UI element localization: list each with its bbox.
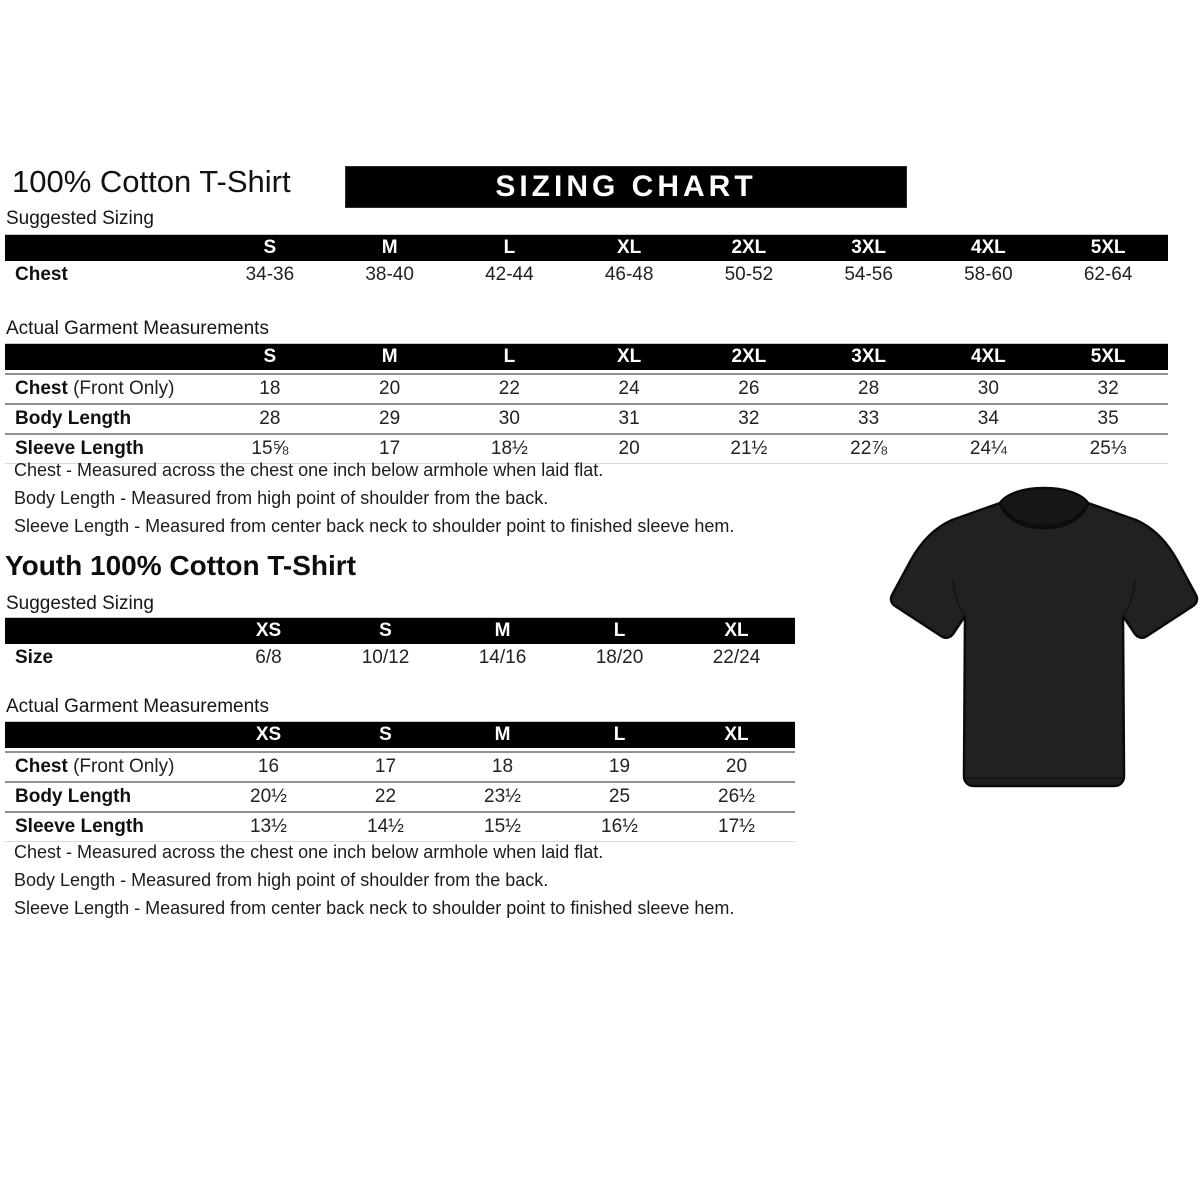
table-row xyxy=(5,781,795,811)
measurement-cell: 33 xyxy=(858,408,880,429)
note-line: Chest - Measured across the chest one inch below armhole when laid flat. xyxy=(14,842,604,862)
youth-actual-measurements-label: Actual Garment Measurements xyxy=(6,696,269,717)
measurement-cell: 18½ xyxy=(490,438,528,459)
measurement-cell: 14/16 xyxy=(478,647,527,668)
adult-actual-measurements-label: Actual Garment Measurements xyxy=(6,318,269,339)
size-column-header: M xyxy=(494,620,511,641)
measurement-cell: 25⅓ xyxy=(1089,438,1127,459)
note-line: Sleeve Length - Measured from center back neck to shoulder point to finished sleeve hem. xyxy=(14,898,735,918)
table-row xyxy=(5,644,795,672)
size-column-header: S xyxy=(263,237,277,258)
measurement-cell: 20½ xyxy=(250,786,287,807)
table-header-row xyxy=(5,721,795,748)
measurement-cell: 21½ xyxy=(730,438,768,459)
youth-measurement-notes xyxy=(14,843,734,927)
youth-actual-measurements-table xyxy=(5,721,795,842)
size-column-header: L xyxy=(613,620,626,641)
size-column-header: XS xyxy=(255,620,282,641)
adult-suggested-sizing-table xyxy=(5,234,1168,289)
measurement-cell: 23½ xyxy=(484,786,521,807)
measurement-cell: 20 xyxy=(725,756,748,777)
size-column-header: 4XL xyxy=(970,346,1006,367)
row-label: Chest (Front Only) xyxy=(15,756,175,777)
size-column-header: 5XL xyxy=(1090,237,1126,258)
measurement-cell: 42-44 xyxy=(485,264,534,285)
measurement-cell: 58-60 xyxy=(964,264,1013,285)
row-label: Size xyxy=(15,647,54,668)
size-column-header: XL xyxy=(616,346,642,367)
size-column-header: L xyxy=(613,724,626,745)
note-line: Body Length - Measured from high point of shoulder from the back. xyxy=(14,870,549,890)
table-row xyxy=(5,403,1168,433)
measurement-cell: 14½ xyxy=(367,816,404,837)
measurement-cell: 54-56 xyxy=(844,264,893,285)
table-row xyxy=(5,811,795,842)
measurement-cell: 34-36 xyxy=(245,264,295,285)
measurement-cell: 28 xyxy=(858,378,880,399)
measurement-cell: 15½ xyxy=(484,816,521,837)
size-column-header: 4XL xyxy=(970,237,1006,258)
measurement-cell: 19 xyxy=(608,756,631,777)
row-label: Chest xyxy=(15,264,68,285)
measurement-cell: 17 xyxy=(374,756,397,777)
size-column-header: M xyxy=(381,237,398,258)
size-column-header: XS xyxy=(255,724,282,745)
table-row xyxy=(5,261,1168,289)
size-column-header: L xyxy=(503,346,516,367)
measurement-cell: 26½ xyxy=(718,786,755,807)
adult-actual-measurements-table xyxy=(5,343,1168,464)
row-label: Sleeve Length xyxy=(15,816,144,837)
measurement-cell: 13½ xyxy=(250,816,287,837)
tshirt-graphic xyxy=(888,478,1200,813)
measurement-cell: 16½ xyxy=(601,816,638,837)
measurement-cell: 28 xyxy=(259,408,281,429)
measurement-cell: 22 xyxy=(498,378,520,399)
measurement-cell: 22⅞ xyxy=(850,438,888,459)
page-title: 100% Cotton T-Shirt xyxy=(12,164,291,199)
row-label: Chest (Front Only) xyxy=(15,378,175,399)
measurement-cell: 29 xyxy=(379,408,401,429)
table-row xyxy=(5,751,795,781)
size-column-header: 2XL xyxy=(731,346,767,367)
size-column-header: 3XL xyxy=(851,237,887,258)
size-column-header: M xyxy=(494,724,511,745)
measurement-cell: 62-64 xyxy=(1083,264,1133,285)
table-header-row xyxy=(5,617,795,644)
measurement-cell: 18 xyxy=(259,378,281,399)
measurement-cell: 18/20 xyxy=(595,647,644,668)
measurement-cell: 32 xyxy=(738,408,760,429)
tshirt-image xyxy=(888,478,1200,813)
measurement-cell: 31 xyxy=(618,408,640,429)
youth-suggested-sizing-label: Suggested Sizing xyxy=(6,593,154,614)
youth-page-title: Youth 100% Cotton T-Shirt xyxy=(5,550,357,581)
row-label: Sleeve Length xyxy=(15,438,144,459)
adult-suggested-sizing-label: Suggested Sizing xyxy=(6,208,154,229)
measurement-cell: 26 xyxy=(738,378,760,399)
table-row xyxy=(5,373,1168,403)
row-label: Body Length xyxy=(15,408,132,429)
size-column-header: L xyxy=(503,237,516,258)
size-column-header: XL xyxy=(724,620,749,641)
measurement-cell: 34 xyxy=(977,408,999,429)
measurement-cell: 22/24 xyxy=(712,647,761,668)
measurement-cell: 46-48 xyxy=(604,264,654,285)
size-column-header: S xyxy=(263,346,277,367)
size-column-header: XL xyxy=(724,724,749,745)
measurement-cell: 30 xyxy=(977,378,999,399)
row-label: Body Length xyxy=(15,786,132,807)
note-line: Body Length - Measured from high point of shoulder from the back. xyxy=(14,488,549,508)
size-column-header: 3XL xyxy=(851,346,887,367)
measurement-cell: 10/12 xyxy=(361,647,410,668)
measurement-cell: 17½ xyxy=(718,816,755,837)
measurement-cell: 32 xyxy=(1097,378,1119,399)
measurement-cell: 20 xyxy=(618,438,640,459)
note-line: Chest - Measured across the chest one inch below armhole when laid flat. xyxy=(14,460,604,480)
measurement-cell: 16 xyxy=(257,756,280,777)
sizing-chart-banner: SIZING CHART xyxy=(345,166,907,208)
size-column-header: S xyxy=(379,724,392,745)
size-column-header: M xyxy=(381,346,398,367)
tshirt-body-shape xyxy=(891,503,1197,786)
measurement-cell: 38-40 xyxy=(365,264,414,285)
measurement-cell: 24¼ xyxy=(969,438,1007,459)
table-header-row xyxy=(5,343,1168,370)
measurement-cell: 15⅝ xyxy=(251,438,289,459)
measurement-cell: 18 xyxy=(491,756,514,777)
measurement-cell: 17 xyxy=(379,438,401,459)
measurement-cell: 30 xyxy=(498,408,520,429)
youth-suggested-sizing-table xyxy=(5,617,795,672)
size-column-header: 5XL xyxy=(1090,346,1126,367)
adult-measurement-notes xyxy=(14,461,734,545)
measurement-cell: 35 xyxy=(1097,408,1119,429)
note-line: Sleeve Length - Measured from center back neck to shoulder point to finished sleeve hem. xyxy=(14,516,735,536)
measurement-cell: 22 xyxy=(374,786,397,807)
measurement-cell: 25 xyxy=(608,786,631,807)
size-column-header: S xyxy=(379,620,392,641)
measurement-cell: 20 xyxy=(379,378,401,399)
size-column-header: 2XL xyxy=(731,237,767,258)
size-column-header: XL xyxy=(616,237,642,258)
measurement-cell: 6/8 xyxy=(255,647,282,668)
measurement-cell: 50-52 xyxy=(724,264,774,285)
table-header-row xyxy=(5,234,1168,261)
measurement-cell: 24 xyxy=(618,378,640,399)
